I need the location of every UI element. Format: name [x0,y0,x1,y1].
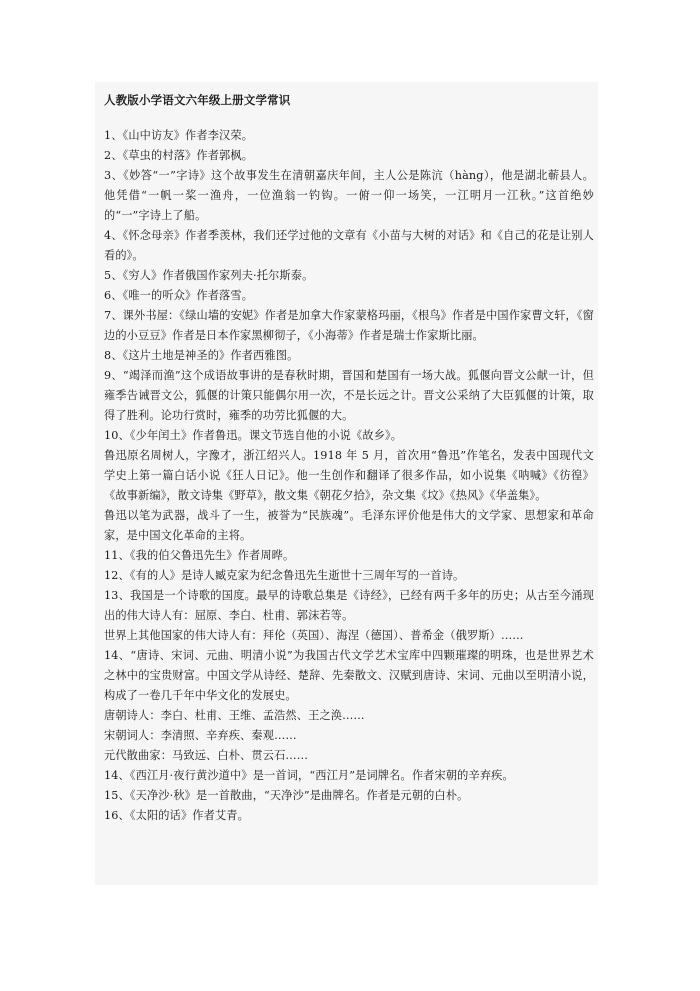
list-item: 12、《有的人》是诗人臧克家为纪念鲁迅先生逝世十三周年写的一首诗。 [104,569,465,582]
list-item: 11、《我的伯父鲁迅先生》作者周晔。 [104,549,295,562]
list-item: 6、《唯一的听众》作者落雪。 [104,289,254,302]
document-content [104,90,594,826]
list-item: 5、《穷人》作者俄国作家列夫·托尔斯泰。 [104,269,314,282]
list-item: 3、《妙答“一”字诗》这个故事发生在清朝嘉庆年间，主人公是陈沆（hàng），他是湖北蕲县人。他凭借“一帆一桨一渔舟，一位渔翁一钓钩。一俯一仰一场笑，一江明月一江秋。”这首绝妙的“一”字诗上了船。 [104,169,594,222]
list-item: 元代散曲家：马致远、白朴、贯云石…… [104,749,309,762]
document-title: 人教版小学语文六年级上册文学常识 [104,93,291,107]
list-item: 宋朝词人：李清照、辛弃疾、秦观…… [104,729,297,742]
list-item: 15、《天净沙·秋》是一首散曲，“天净沙”是曲牌名。作者是元朝的白朴。 [104,789,469,802]
list-item: 1、《山中访友》作者李汉荣。 [104,129,254,142]
list-item: 4、《怀念母亲》作者季羡林，我们还学过他的文章有《小苗与大树的对话》和《自己的花是让别人看的》。 [104,229,594,262]
list-item: 2、《草虫的村落》作者郭枫。 [104,149,254,162]
list-item: 13、我国是一个诗歌的国度。最早的诗歌总集是《诗经》，已经有两千多年的历史；从古至今涌现出的伟大诗人有：屈原、李白、杜甫、郭沫若等。 [104,589,594,622]
list-item: 9、“竭泽而渔”这个成语故事讲的是春秋时期，晋国和楚国有一场大战。狐偃向晋文公献一计，但雍季告诫晋文公，狐偃的计策只能偶尔用一次，不是长远之计。晋文公采纳了大臣狐偃的计策，取得了胜利。论功行赏时，雍季的功劳比狐偃的大。 [104,369,594,422]
list-item: 8、《这片土地是神圣的》作者西雅图。 [104,349,299,362]
list-item: 鲁迅原名周树人，字豫才，浙江绍兴人。1918 年 5 月，首次用“鲁迅”作笔名，发表中国现代文学史上第一篇白话小说《狂人日记》。他一生创作和翻译了很多作品，如小说集《呐喊》《彷徨》《故事新编》，散文诗集《野草》，散文集《朝花夕拾》，杂文集《坟》《热风》《华盖集》。 [104,449,594,502]
list-item: 14、《西江月·夜行黄沙道中》是一首词，“西江月”是词牌名。作者宋朝的辛弃疾。 [104,769,514,782]
list-item: 7、课外书屋：《绿山墙的安妮》作者是加拿大作家蒙格玛丽，《根鸟》作者是中国作家曹文轩，《窗边的小豆豆》作者是日本作家黑柳彻子，《小海蒂》作者是瑞士作家斯比丽。 [104,309,594,342]
list-item: 唐朝诗人：李白、杜甫、王维、孟浩然、王之涣…… [104,709,365,722]
list-item: 16、《太阳的话》作者艾青。 [104,809,249,822]
list-item: 鲁迅以笔为武器，战斗了一生，被誉为“民族魂”。毛泽东评价他是伟大的文学家、思想家和革命家，是中国文化革命的主将。 [104,509,594,542]
list-item: 世界上其他国家的伟大诗人有：拜伦（英国）、海涅（德国）、普希金（俄罗斯）…… [104,629,524,642]
list-item: 10、《少年闰土》作者鲁迅。课文节选自他的小说《故乡》。 [104,429,403,442]
list-item: 14、“唐诗、宋词、元曲、明清小说”为我国古代文学艺术宝库中四颗璀璨的明珠，也是世界艺术之林中的宝贵财富。中国文学从诗经、楚辞、先秦散文、汉赋到唐诗、宋词、元曲以至明清小说，构成了一卷几千年中华文化的发展史。 [104,649,594,702]
